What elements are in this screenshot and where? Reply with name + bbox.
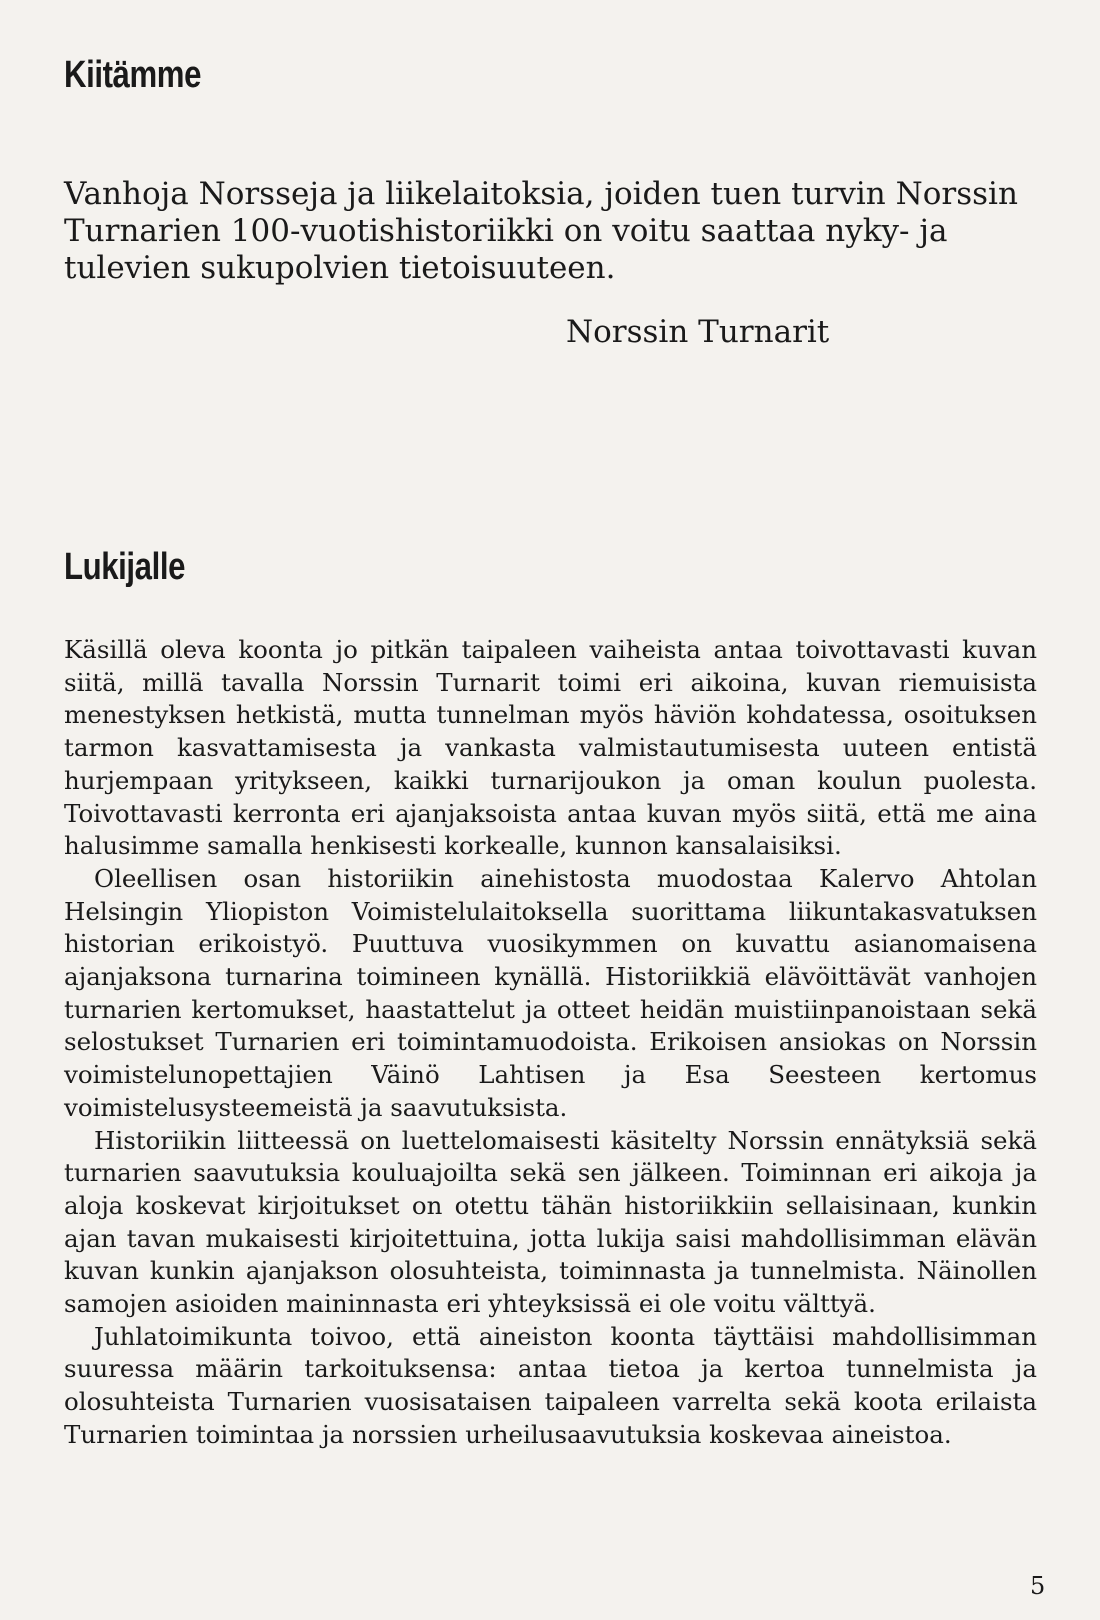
section-title-thanks: Kiitämme — [64, 54, 201, 96]
reader-paragraph: Oleellisen osan historiikin ainehistosta muodostaa Kalervo Ahtolan Helsingin Yliopiston Voimistelulaitoksella suorittama liikuntakasvatuksen historian erikoistyö. Puuttuva vuosikymmen on kuvattu asianomaisena ajanjaksona turnarina toimineen kynällä. Historiikkiä elävöittävät vanhojen turnarien kertomukset, haastattelut ja otteet heidän muistiinpanoistaan sekä selostukset Turnarien eri toimintamuodoista. Erikoisen ansiokas on Norssin voimistelunopettajien Väinö Lahtisen ja Esa Seesteen kertomus voimistelusysteemeistä ja saavutuksista. — [64, 863, 1037, 1122]
thanks-signature: Norssin Turnarit — [566, 314, 830, 350]
reader-paragraph: Historiikin liitteessä on luettelomaisesti käsitelty Norssin ennätyksiä sekä turnarien saavutuksia kouluajoilta sekä sen jälkeen. Toiminnan eri aikoja ja aloja koskevat kirjoitukset on otettu tähän historiikkiin sellaisinaan, kunkin ajan tavan mukaisesti kirjoitettuina, jotta lukija saisi mahdollisimman elävän kuvan kunkin ajanjakson olosuhteista, toiminnasta ja tunnelmista. Näinollen samojen asioiden maininnasta eri yhteyksissä ei ole voitu välttyä. — [64, 1125, 1037, 1319]
page-number: 5 — [1030, 1572, 1046, 1600]
reader-paragraph: Juhlatoimikunta toivoo, että aineiston koonta täyttäisi mahdollisimman suuressa määrin tarkoituksensa: antaa tietoa ja kertoa tunnelmista ja olosuhteista Turnarien vuosisataisen taipaleen varrelta sekä koota erilaista Turnarien toimintaa ja norssien urheilusaavutuksia koskevaa aineistoa. — [64, 1321, 1037, 1449]
section-title-reader: Lukijalle — [64, 546, 186, 588]
reader-paragraph: Käsillä oleva koonta jo pitkän taipaleen vaiheista antaa toivottavasti kuvan siitä, millä tavalla Norssin Turnarit toimi eri aikoina, kuvan riemuisista menestyksen hetkistä, mutta tunnelman myös häviön kohdatessa, osoituksen tarmon kasvattamisesta ja vankasta valmistautumisesta uuteen entistä hurjempaan yritykseen, kaikki turnarijoukon ja oman koulun puolesta. Toivottavasti kerronta eri ajanjaksoista antaa kuvan myös siitä, että me aina halusimme samalla henkisesti korkealle, kunnon kansalaisiksi. — [64, 635, 1037, 861]
reader-body — [64, 634, 1037, 1452]
thanks-text: Vanhoja Norsseja ja liikelaitoksia, joiden tuen turvin Norssin Turnarien 100-vuotishistoriikki on voitu saattaa nyky- ja tulevien sukupolvien tietoisuuteen. — [64, 176, 1018, 286]
